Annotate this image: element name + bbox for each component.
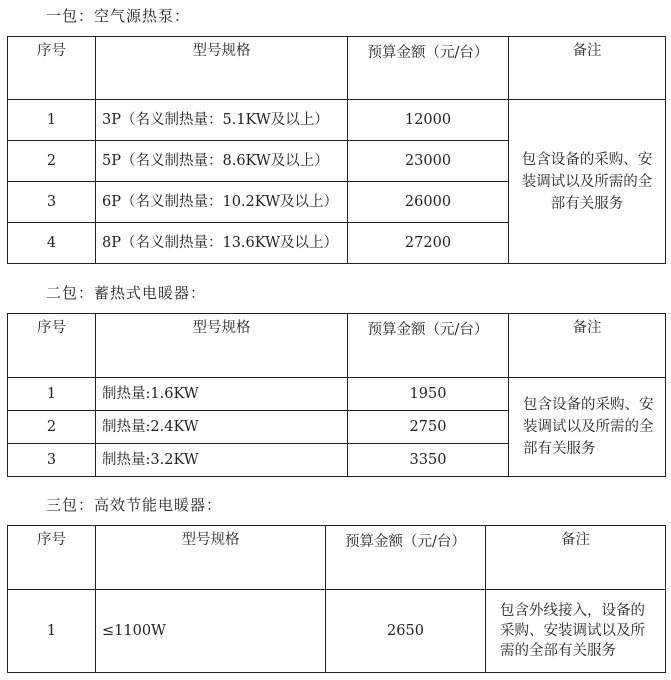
header-no: 序号	[8, 314, 96, 378]
section-title-3: 三包：高效节能电暖器：	[46, 496, 223, 514]
header-price: 预算金额（元/台）	[326, 526, 486, 590]
row-no: 1	[8, 590, 96, 673]
row-no: 4	[8, 223, 96, 264]
header-price: 预算金额（元/台）	[348, 314, 509, 378]
table-row	[8, 590, 666, 673]
header-no: 序号	[8, 37, 96, 100]
table-efficient-heater	[7, 525, 666, 673]
row-spec: ≤1100W	[96, 590, 326, 673]
row-note: 包含设备的采购、安装调试以及所需的全部有关服务	[509, 378, 666, 477]
row-price: 26000	[348, 182, 509, 223]
row-spec: 制热量:3.2KW	[96, 444, 348, 477]
row-price: 2750	[348, 411, 509, 444]
row-no: 2	[8, 141, 96, 182]
section-title-1: 一包：空气源热泵：	[46, 7, 191, 25]
table-air-source-heat-pump	[7, 36, 666, 264]
row-no: 1	[8, 378, 96, 411]
row-no: 3	[8, 182, 96, 223]
table-header-row	[8, 526, 666, 590]
row-no: 3	[8, 444, 96, 477]
row-price: 3350	[348, 444, 509, 477]
header-no: 序号	[8, 526, 96, 590]
header-note: 备注	[509, 37, 666, 100]
row-price: 2650	[326, 590, 486, 673]
header-spec: 型号规格	[96, 526, 326, 590]
row-spec: 制热量:2.4KW	[96, 411, 348, 444]
table-row	[8, 100, 666, 141]
row-spec: 6P（名义制热量：10.2KW及以上）	[96, 182, 348, 223]
row-spec: 5P（名义制热量：8.6KW及以上）	[96, 141, 348, 182]
table-row	[8, 378, 666, 411]
row-spec: 8P（名义制热量：13.6KW及以上）	[96, 223, 348, 264]
row-spec: 3P（名义制热量：5.1KW及以上）	[96, 100, 348, 141]
header-spec: 型号规格	[96, 37, 348, 100]
row-no: 2	[8, 411, 96, 444]
header-spec: 型号规格	[96, 314, 348, 378]
table-header-row	[8, 314, 666, 378]
table-header-row	[8, 37, 666, 100]
header-note: 备注	[486, 526, 666, 590]
table-storage-heater	[7, 313, 666, 477]
row-no: 1	[8, 100, 96, 141]
row-price: 1950	[348, 378, 509, 411]
row-note: 包含外线接入，设备的采购、安装调试以及所需的全部有关服务	[486, 590, 666, 673]
row-price: 23000	[348, 141, 509, 182]
row-price: 12000	[348, 100, 509, 141]
header-price: 预算金额（元/台）	[348, 37, 509, 100]
row-note: 包含设备的采购、安装调试以及所需的全部有关服务	[509, 100, 666, 264]
row-spec: 制热量:1.6KW	[96, 378, 348, 411]
row-price: 27200	[348, 223, 509, 264]
section-title-2: 二包：蓄热式电暖器：	[46, 284, 207, 302]
header-note: 备注	[509, 314, 666, 378]
